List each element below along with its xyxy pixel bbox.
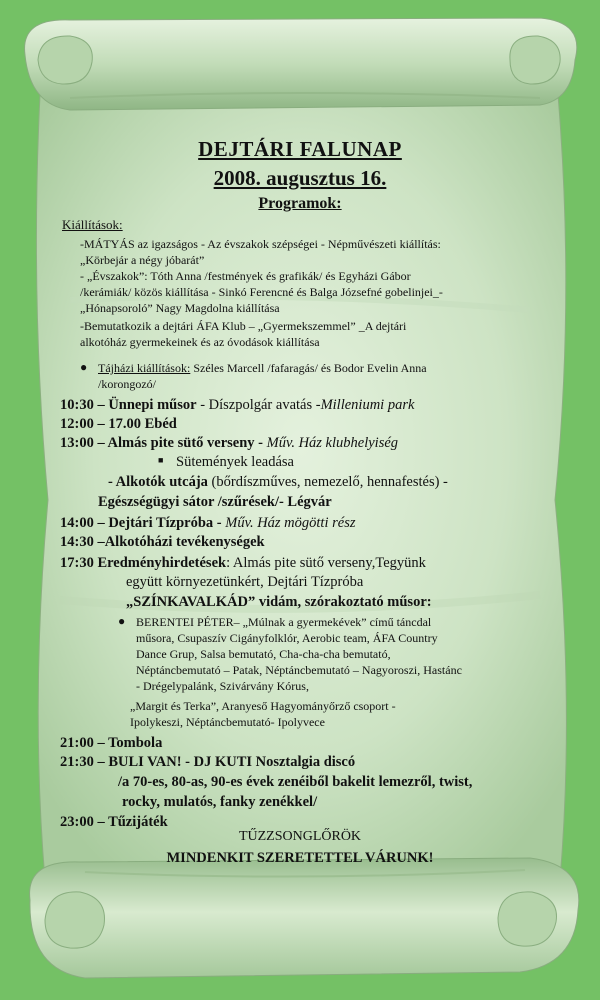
event-date: 2008. augusztus 16. — [213, 166, 387, 190]
tajhaz-exhibition — [98, 360, 427, 376]
schedule-1430: 14:30 –Alkotóházi tevékenységek — [60, 534, 265, 550]
exhibition-line: /kerámiák/ közös kiállítása - Sinkó Ferencné és Balga Józsefné gobelinjei_- — [80, 285, 443, 299]
schedule-1200: 12:00 – 17.00 Ebéd — [60, 416, 177, 432]
performer-line: műsora, Csupaszív Cigányfolklór, Aerobic team, ÁFA Country — [136, 631, 438, 645]
performer-line: - Drégelypalánk, Szivárvány Kórus, — [136, 679, 309, 693]
time-1300: 13:00 – Almás pite sütő verseny - — [60, 435, 267, 451]
tajhaz-text-cont: /korongozó/ — [98, 377, 156, 391]
alkotok-text: (bőrdíszműves, nemezelő, hennafestés) - — [207, 474, 448, 490]
schedule-1730 — [60, 554, 426, 572]
schedule-2100: 21:00 – Tombola — [60, 735, 163, 751]
szinkavalkad: „SZÍNKAVALKÁD” vidám, szórakoztató műsor: — [126, 594, 432, 610]
schedule-1400 — [60, 514, 355, 532]
alkotok-utcaja — [108, 473, 448, 491]
exhibitions-heading: Kiállítások: — [62, 217, 123, 232]
performer-line: BERENTEI PÉTER– „Múlnak a gyermekévek” című táncdal — [136, 615, 432, 629]
schedule-2300: 23:00 – Tűzijáték — [60, 814, 168, 830]
tajhaz-label: Tájházi kiállítások: — [98, 361, 191, 375]
performer-line: „Margit és Terka”, Aranyeső Hagyományőrző csoport - — [130, 699, 396, 713]
welcome-message: MINDENKIT SZERETETTEL VÁRUNK! — [166, 850, 434, 866]
performer-line: Dance Grup, Salsa bemutató, Cha-cha-cha bemutató, — [136, 647, 391, 661]
schedule-1730-cont: együtt környezetünkért, Dejtári Tízpróba — [126, 574, 364, 590]
sutemenyek: Sütemények leadása — [176, 454, 294, 470]
fire-jugglers: TŰZZSONGLŐRÖK — [238, 829, 362, 844]
place-1030: Milleniumi park — [320, 397, 415, 413]
exhibition-line: - „Évszakok”: Tóth Anna /festmények és grafikák/ és Egyházi Gábor — [80, 269, 411, 283]
programs-heading: Programok: — [258, 195, 342, 212]
exhibition-line: „Körbejár a négy jóbarát” — [80, 253, 205, 267]
performer-line: Néptáncbemutató – Patak, Néptáncbemutató – Nagyoroszi, Hastánc — [136, 663, 462, 677]
bullet-icon: ● — [80, 360, 88, 374]
time-1030: 10:30 – Ünnepi műsor — [60, 397, 197, 413]
time-1400: 14:00 – Dejtári Tízpróba - — [60, 515, 226, 531]
schedule-1030 — [60, 396, 414, 414]
schedule-2130-cont: /a 70-es, 80-as, 90-es évek zenéiből bakelit lemezről, twist, — [118, 774, 473, 790]
place-1400: Műv. Ház mögötti rész — [225, 515, 356, 531]
performer-line: Ipolykeszi, Néptáncbemutató- Ipolyvece — [130, 715, 325, 729]
square-bullet-icon: ■ — [158, 455, 164, 465]
exhibition-line: -MÁTYÁS az igazságos - Az évszakok szépségei - Népművészeti kiállítás: — [80, 237, 441, 251]
exhibition-line: -Bemutatkozik a dejtári ÁFA Klub – „Gyermekszemmel” _A dejtári — [80, 319, 407, 333]
schedule-1300 — [60, 434, 398, 452]
page-title: DEJTÁRI FALUNAP — [198, 137, 402, 161]
schedule-2130-cont2: rocky, mulatós, fanky zenékkel/ — [122, 794, 318, 810]
text-1730: : Almás pite sütő verseny,Tegyünk — [226, 555, 426, 571]
bullet-icon: ● — [118, 614, 126, 628]
text-1030: - Díszpolgár avatás - — [196, 397, 321, 413]
egeszsegugyi: Egészségügyi sátor /szűrések/- Légvár — [98, 494, 332, 510]
exhibition-line: „Hónapsoroló” Nagy Magdolna kiállítása — [80, 301, 280, 315]
exhibition-line: alkotóház gyermekeinek és az óvodások kiállítása — [80, 335, 320, 349]
place-1300: Műv. Ház klubhelyiség — [266, 435, 399, 451]
tajhaz-text: Széles Marcell /fafaragás/ és Bodor Evelin Anna — [190, 361, 427, 375]
time-1730: 17:30 Eredményhirdetések — [60, 555, 227, 571]
alkotok-bold: - Alkotók utcája — [108, 474, 208, 490]
schedule-2130: 21:30 – BULI VAN! - DJ KUTI Nosztalgia discó — [60, 754, 356, 770]
